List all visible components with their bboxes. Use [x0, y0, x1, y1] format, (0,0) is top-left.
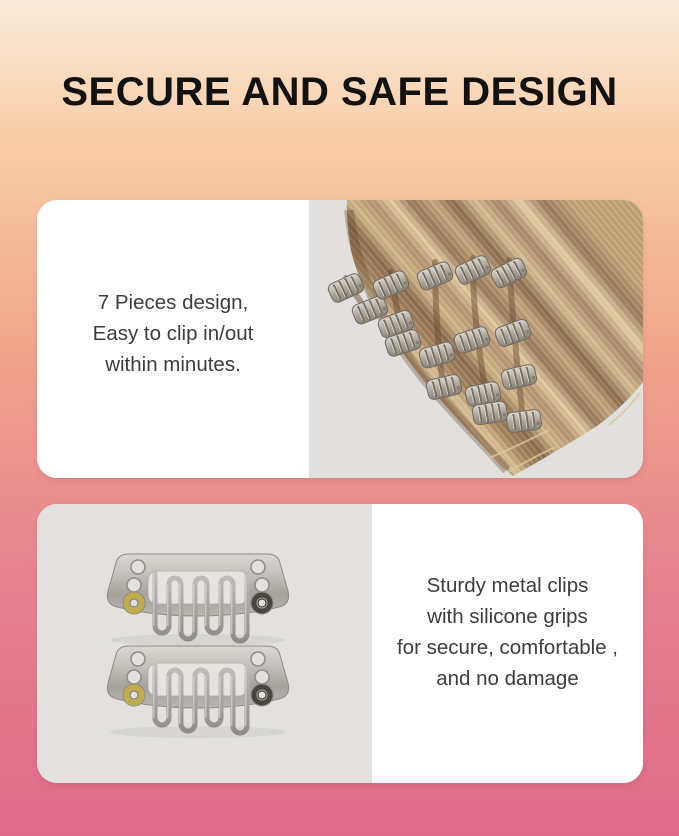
hair-extensions-photo: [309, 200, 643, 478]
metal-clips-text: [397, 570, 618, 694]
text-line: and no damage: [436, 666, 579, 690]
page-title: SECURE AND SAFE DESIGN: [61, 70, 618, 114]
clips-photo-graphic: [37, 504, 372, 783]
feature-card-pieces-design: [37, 200, 643, 478]
text-line: 7 Pieces design,: [97, 290, 249, 314]
feature-card-metal-clips: [37, 504, 643, 783]
metal-clips-photo: [37, 504, 372, 783]
pieces-design-text-pane: [37, 200, 309, 478]
text-line: for secure, comfortable ,: [396, 635, 619, 659]
metal-clips-text-pane: [372, 504, 643, 783]
text-line: with silicone grips: [427, 604, 588, 628]
hair-photo-graphic: [309, 200, 643, 478]
pieces-design-text: [93, 287, 254, 380]
text-line: Easy to clip in/out: [92, 321, 254, 345]
text-line: within minutes.: [105, 352, 241, 376]
text-line: Sturdy metal clips: [426, 573, 589, 597]
